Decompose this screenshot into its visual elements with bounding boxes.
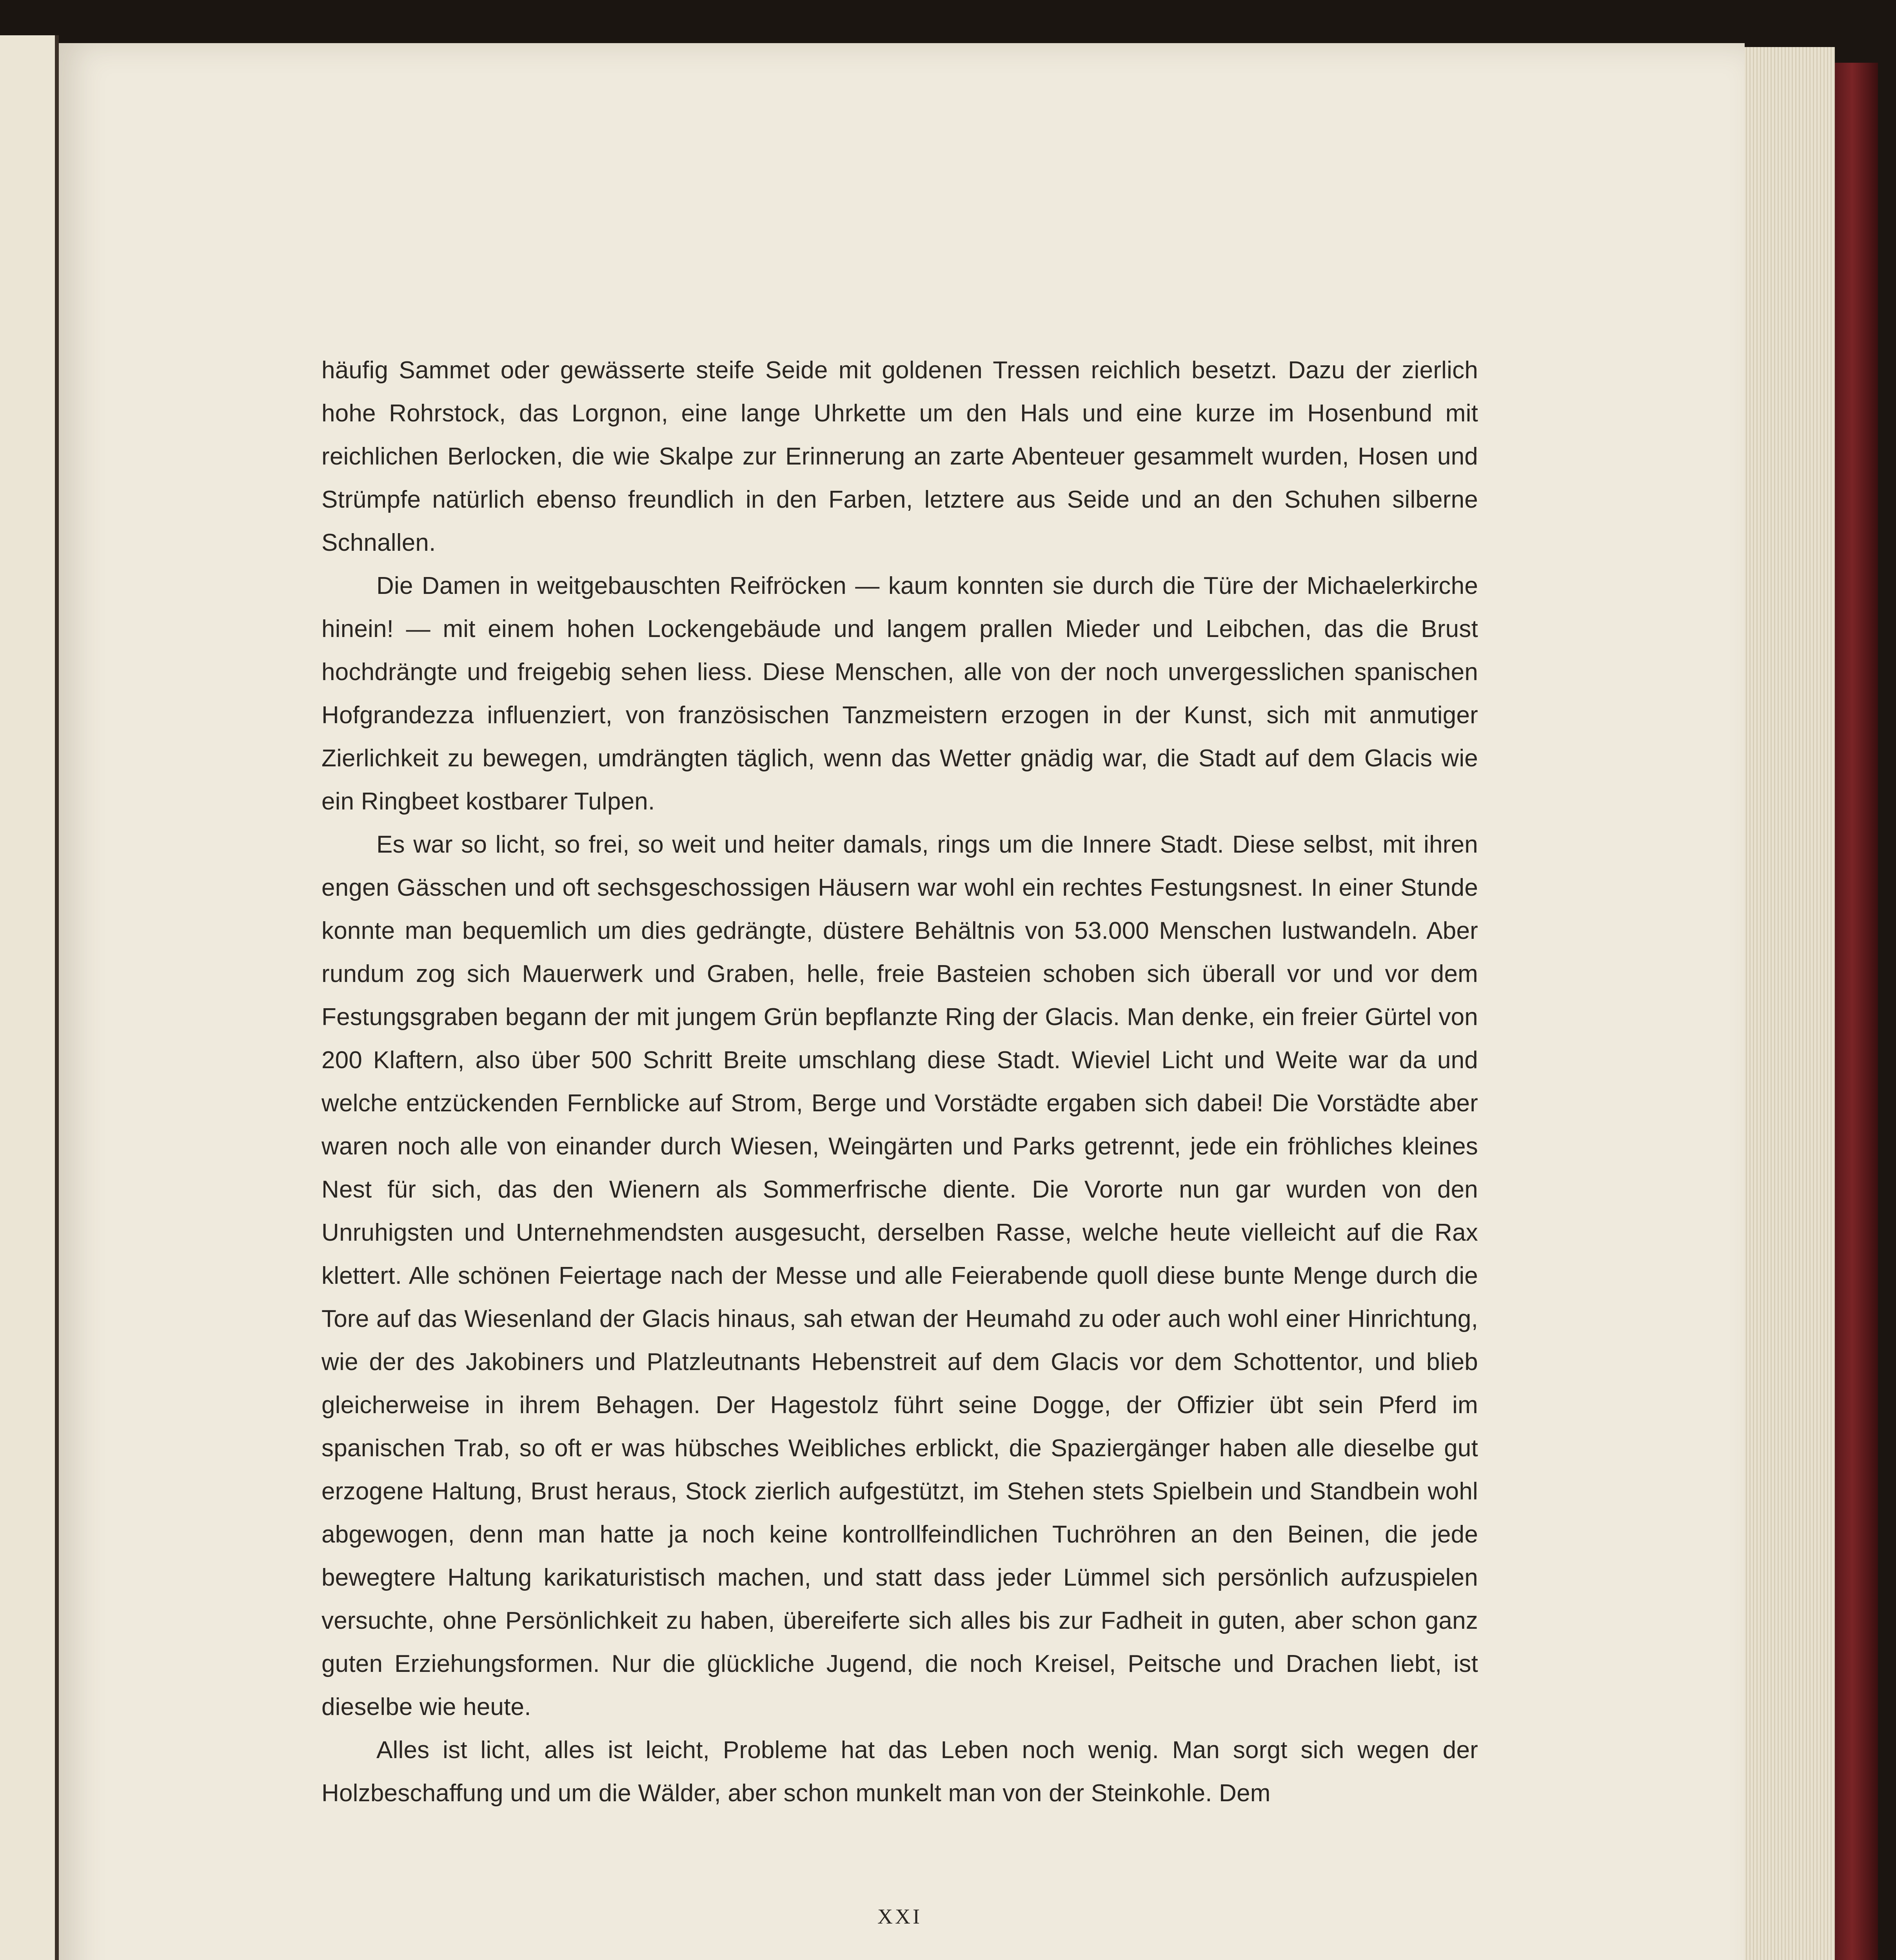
paragraph-2: Die Damen in weitgebauschten Reifröcken — kaum konnten sie durch die Türe der Michaelerkirche hinein! — mit einem hohen Lockengebäude und langem prallen Mieder und Leibchen, das die Brust hochdrängte und freigebig sehen liess. Diese Menschen, alle von der noch unvergesslichen spanischen Hofgrandezza influenziert, von französischen Tanzmeistern erzogen in der Kunst, sich mit anmutiger Zierlichkeit zu bewegen, umdrängten täglich, wenn das Wetter gnädig war, die Stadt auf dem Glacis wie ein Ringbeet kostbarer Tulpen. <box>321 572 1478 815</box>
paragraph-3: Es war so licht, so frei, so weit und heiter damals, rings um die Innere Stadt. Diese selbst, mit ihren engen Gässchen und oft sechsgeschossigen Häusern war wohl ein rechtes Festungsnest. In einer Stunde konnte man bequemlich um dies gedrängte, düstere Behältnis von 53.000 Menschen lustwandeln. Aber rundum zog sich Mauerwerk und Graben, helle, freie Basteien schoben sich überall vor und vor dem Festungsgraben begann der mit jungem Grün bepflanzte Ring der Glacis. Man denke, ein freier Gürtel von 200 Klaftern, also über 500 Schritt Breite umschlang diese Stadt. Wieviel Licht und Weite war da und welche entzückenden Fernblicke auf Strom, Berge und Vorstädte ergaben sich dabei! Die Vorstädte aber waren noch alle von einander durch Wiesen, Weingärten und Parks getrennt, jede ein fröhliches kleines Nest für sich, das den Wienern als Sommerfrische diente. Die Vororte nun gar wurden von den Unruhigsten und Unternehmendsten ausgesucht, derselben Rasse, welche heute vielleicht auf die Rax klettert. Alle schönen Feiertage nach der Messe und alle Feierabende quoll diese bunte Menge durch die Tore auf das Wiesenland der Glacis hinaus, sah etwan der Heumahd zu oder auch wohl einer Hinrichtung, wie der des Jakobiners und Platzleutnants Hebenstreit auf dem Glacis vor dem Schottentor, und blieb gleicherweise in ihrem Behagen. Der Hagestolz führt seine Dogge, der Offizier übt sein Pferd im spanischen Trab, so oft er was hübsches Weibliches erblickt, die Spaziergänger haben alle dieselbe gut erzogene Haltung, Brust heraus, Stock zierlich aufgestützt, im Stehen stets Spielbein und Standbein wohl abgewogen, denn man hatte ja noch keine kontrollfeindlichen Tuchröhren an den Beinen, die jede bewegtere Haltung karikaturistisch machen, und statt dass jeder Lümmel sich persönlich aufzuspielen versuchte, ohne Persönlichkeit zu haben, übereiferte sich alles bis zur Fadheit in guten, aber schon ganz guten Erziehungsformen. Nur die glückliche Jugend, die noch Kreisel, Peitsche und Drachen liebt, ist dieselbe wie heute. <box>321 831 1478 1720</box>
paragraph-1: häufig Sammet oder gewässerte steife Seide mit goldenen Tressen reichlich besetzt. Dazu der zierlich hohe Rohrstock, das Lorgnon, eine lange Uhrkette um den Hals und eine kurze im Hosenbund mit reichlichen Berlocken, die wie Skalpe zur Erinnerung an zarte Abenteuer gesammelt wurden, Hosen und Strümpfe natürlich ebenso freundlich in den Farben, letztere aus Seide und an den Schuhen silberne Schnallen. <box>321 357 1478 556</box>
page-stack-edge <box>1733 47 1835 1960</box>
body-text <box>321 349 1478 1815</box>
paragraph-4: Alles ist licht, alles ist leicht, Probleme hat das Leben noch wenig. Man sorgt sich wegen der Holzbeschaffung und um die Wälder, aber schon munkelt man von der Steinkohle. Dem <box>321 1737 1478 1807</box>
page-number: XXI <box>877 1905 922 1928</box>
left-page-edge <box>0 35 57 1960</box>
book-gutter <box>55 35 59 1960</box>
book-page <box>59 43 1745 1960</box>
book-cover-edge <box>1835 63 1878 1960</box>
